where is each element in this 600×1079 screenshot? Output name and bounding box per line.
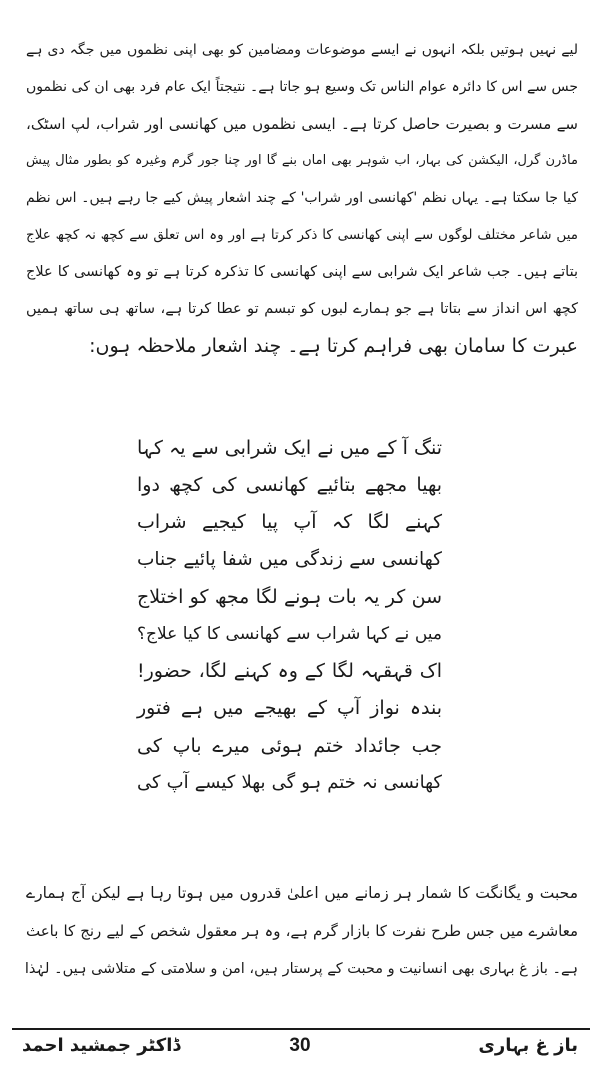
verse-line: سن کر یہ بات ہونے لگا مجھ کو اختلاج xyxy=(137,585,442,608)
page-footer xyxy=(0,1034,600,1064)
verse-line: بندہ نواز آپ کے بھیجے میں ہے فتور xyxy=(137,697,442,720)
text-line: ماڈرن گرل، الیکشن کی بہار، اب شوہر بھی اماں بنے گا اور چنا جور گرم وغیرہ کو بطور مثال پیش xyxy=(26,153,578,168)
verse-line: کھانسی نہ ختم ہو گی بھلا کیسے آپ کی xyxy=(137,771,442,793)
author-name: ڈاکٹر جمشید احمد xyxy=(22,1035,181,1056)
text-line: جس سے اس کا دائرہ عوام الناس تک وسیع ہو جاتا ہے۔ نتیجتاً ایک عام فرد بھی ان کی نظموں xyxy=(26,79,578,95)
text-line: عبرت کا سامان بھی فراہم کرتا ہے۔ چند اشعار ملاحظہ ہوں: xyxy=(89,335,578,357)
text-line: لیے نہیں ہوتیں بلکہ انہوں نے ایسے موضوعات ومضامین کو بھی اپنی نظموں میں جگہ دی ہے xyxy=(26,42,578,58)
body-text-top xyxy=(26,38,578,371)
text-line: کچھ اس انداز سے بتاتا ہے جو ہمارے لبوں کو تبسم تو عطا کرتا ہے، ساتھ ہی ساتھ ہمیں xyxy=(26,301,578,317)
text-line: میں شاعر مختلف لوگوں سے اپنی کھانسی کا ذکر کرتا ہے اور وہ اس تعلق سے کچھ نہ کچھ علاج xyxy=(26,227,578,243)
text-line: سے مسرت و بصیرت حاصل کرتا ہے۔ ایسی نظموں میں کھانسی اور شراب، لپ اسٹک، xyxy=(26,115,578,133)
poem-block xyxy=(137,436,442,808)
text-line: بتاتے ہیں۔ جب شاعر ایک شرابی سے اپنی کھانسی کا تذکرہ کرتا ہے تو وہ کھانسی کا علاج xyxy=(26,264,578,280)
verse-line: جب جائداد ختم ہوئی میرے باپ کی xyxy=(137,734,442,757)
verse-line: میں نے کہا شراب سے کھانسی کا کیا علاج؟ xyxy=(137,623,442,644)
text-line: کیا جا سکتا ہے۔ یہاں نظم 'کھانسی اور شراب' کے چند اشعار پیش کیے جا رہے ہیں۔ اس نظم xyxy=(26,190,578,206)
verse-line: کھانسی سے زندگی میں شفا پائیے جناب xyxy=(137,548,442,570)
verse-line: تنگ آ کے میں نے ایک شرابی سے یہ کہا xyxy=(137,437,442,459)
text-line: محبت و یگانگت کا شمار ہر زمانے میں اعلیٰ قدروں میں ہوتا رہا ہے لیکن آج ہمارے xyxy=(26,884,578,902)
verse-line: بھیا مجھے بتائیے کھانسی کی کچھ دوا xyxy=(137,474,442,497)
verse-line: کہنے لگا کہ آپ پیا کیجیے شراب xyxy=(137,511,442,534)
body-text-bottom xyxy=(26,881,578,995)
page-number: 30 xyxy=(289,1035,311,1056)
verse-line: اک قہقہہ لگا کے وہ کہنے لگا، حضور! xyxy=(137,660,442,683)
footer-rule xyxy=(12,1028,590,1030)
book-title: باز غ بہاری xyxy=(478,1035,578,1056)
text-line: ہے۔ باز غ بہاری بھی انسانیت و محبت کے پرستار ہیں، امن و سلامتی کے متلاشی ہیں۔ لہٰذا xyxy=(24,961,578,977)
text-line: معاشرے میں جس طرح نفرت کا بازار گرم ہے، وہ ہر معقول شخص کے لیے رنج کا باعث xyxy=(26,922,578,940)
